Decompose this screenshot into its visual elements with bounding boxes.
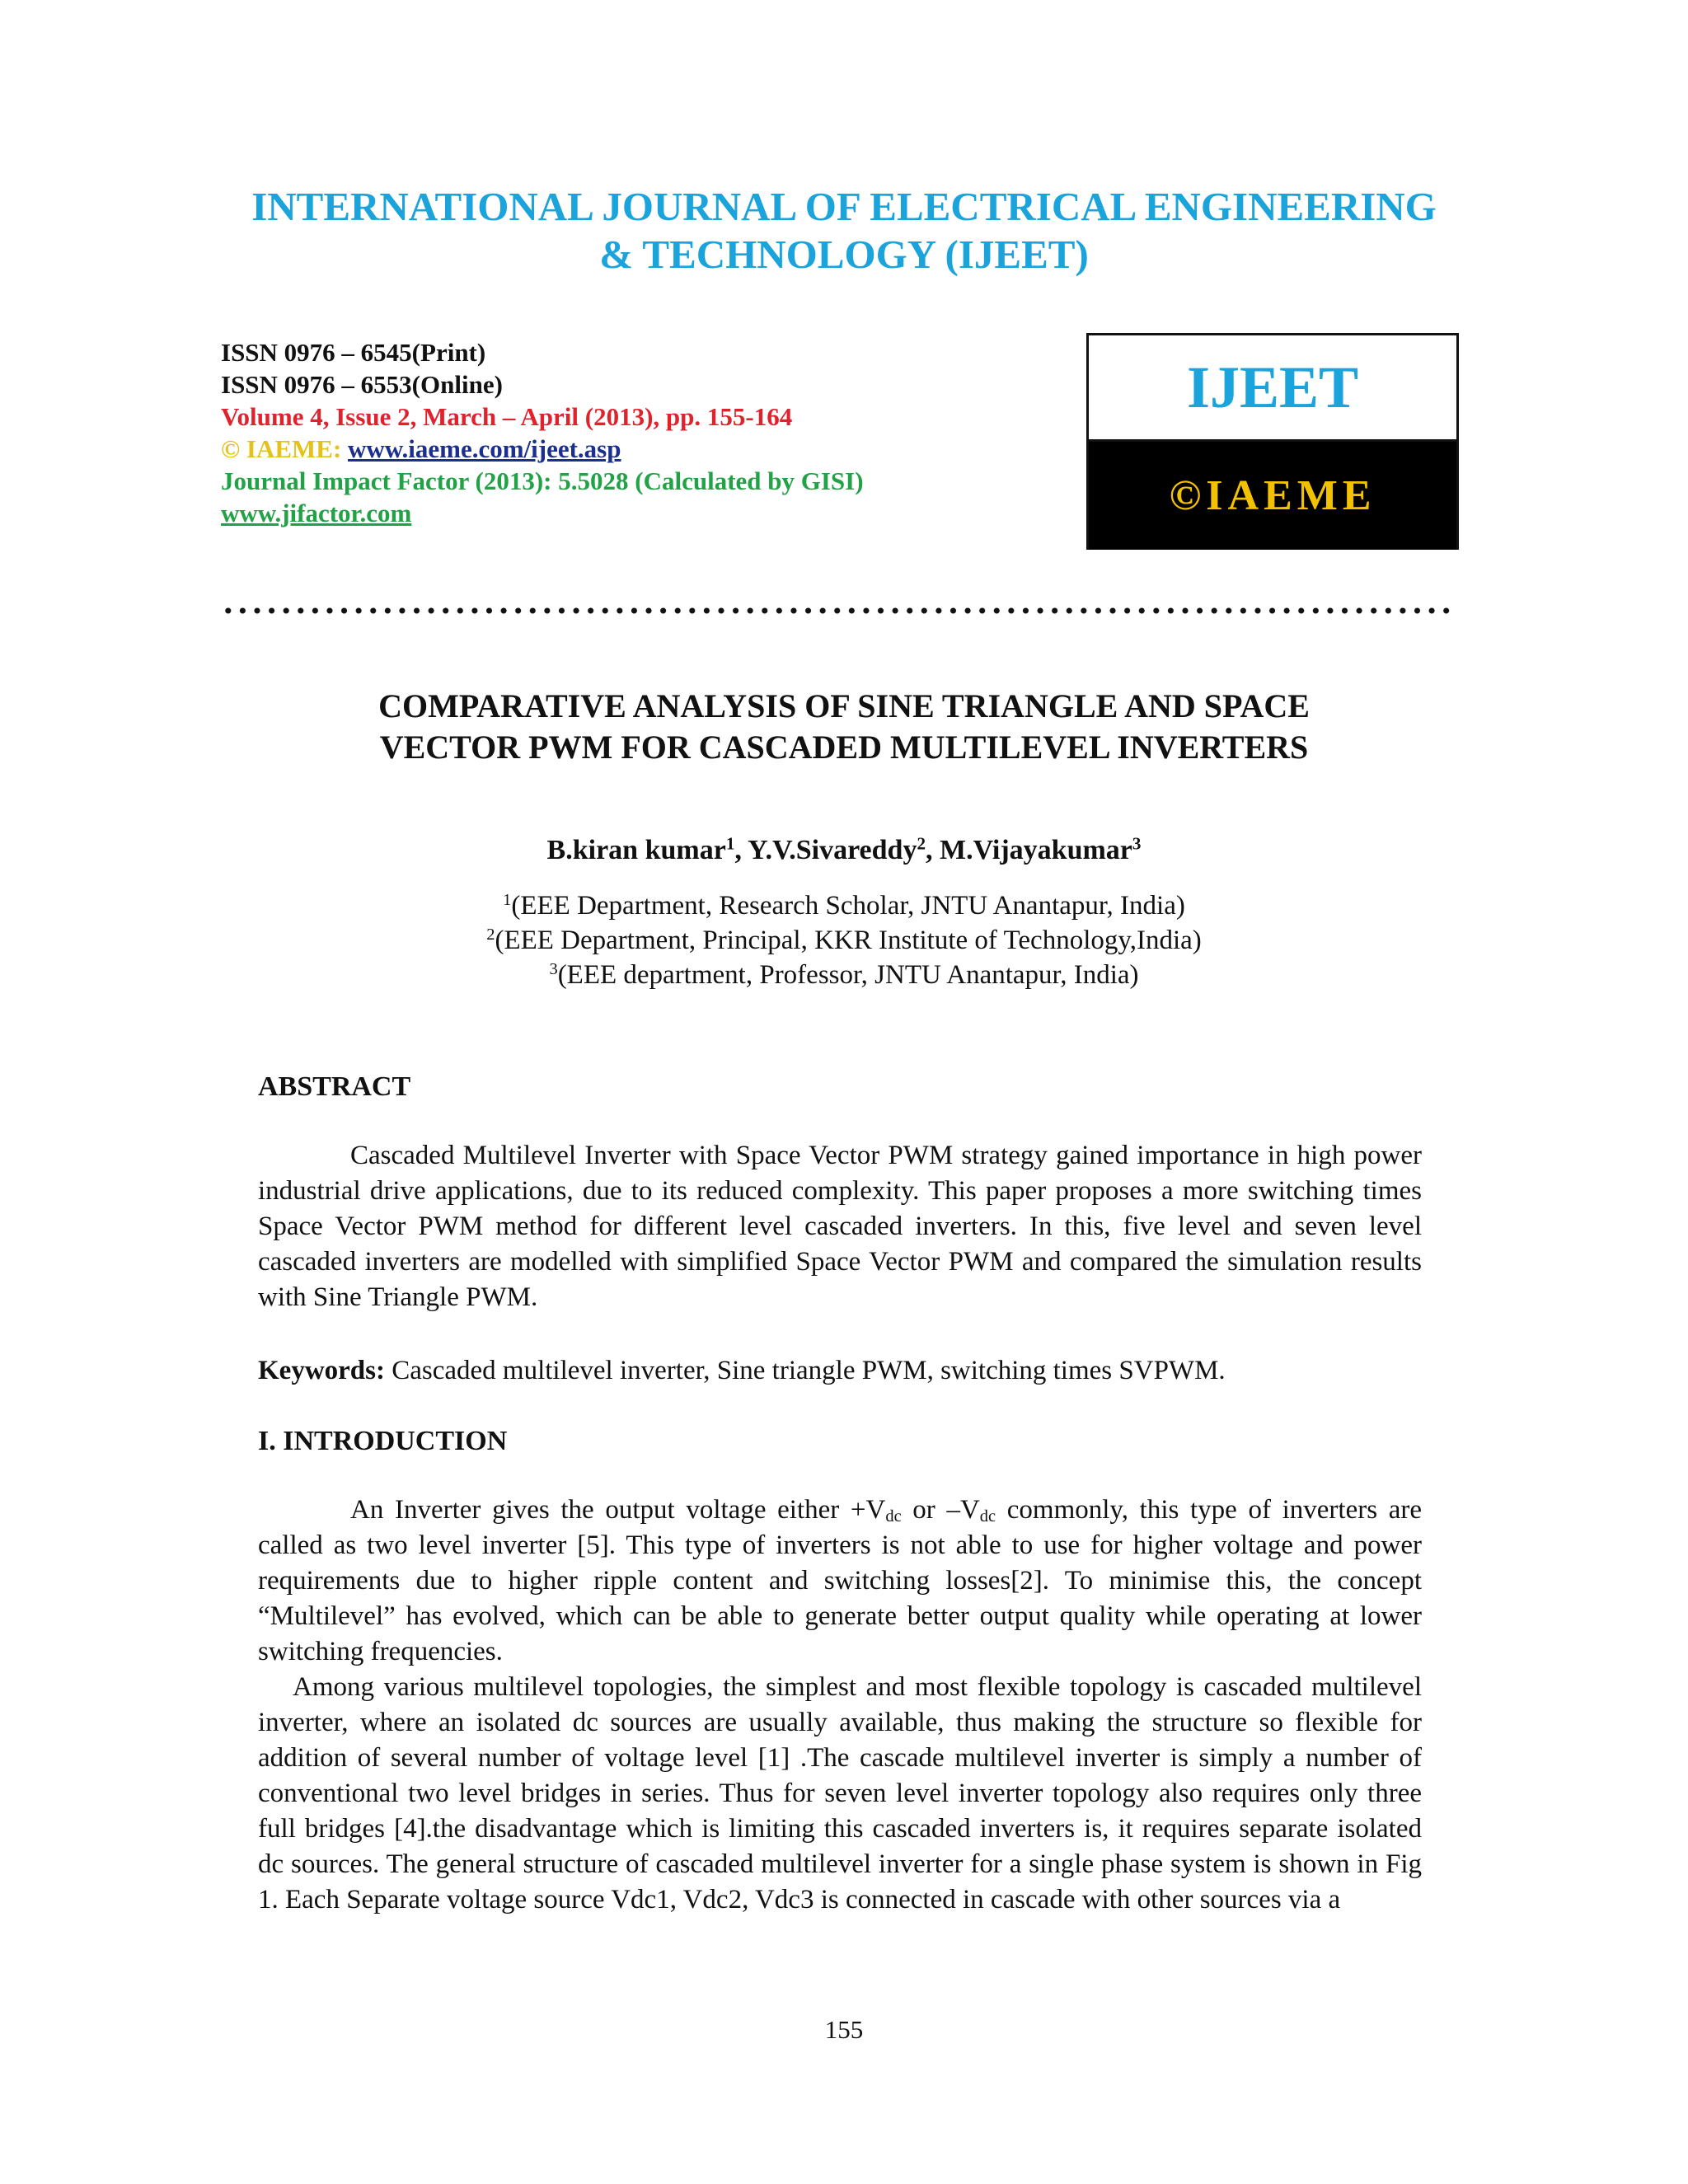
iaeme-link[interactable]: www.iaeme.com/ijeet.asp	[348, 434, 621, 463]
journal-logo	[1086, 333, 1459, 550]
iaeme-line	[221, 433, 864, 465]
abstract-heading: ABSTRACT	[258, 1071, 411, 1102]
intro-p1-part: An Inverter gives the output voltage either +V	[350, 1495, 886, 1525]
logo-ijeet: IJEET	[1089, 335, 1456, 442]
affiliation-list	[0, 888, 1688, 992]
journal-meta	[221, 336, 864, 529]
author-sup: 1	[725, 833, 735, 854]
author-name: B.kiran kumar	[546, 835, 726, 865]
keywords	[258, 1353, 1422, 1389]
subscript-dc: dc	[885, 1507, 902, 1526]
issn-online: ISSN 0976 – 6553(Online)	[221, 370, 503, 399]
intro-p1-part: commonly, this type of inverters are called as two level inverter [5]. This type of inverters is not able to use for higher voltage and power requirements due to higher ripple content and switching losses[2]. To minimise this, the concept “Multilevel” has evolved, which can be able to generate better output quality while operating at lower switching frequencies.	[258, 1495, 1423, 1666]
affiliation-sup: 3	[549, 959, 558, 978]
issn-print: ISSN 0976 – 6545(Print)	[221, 338, 486, 367]
paper-title	[0, 686, 1688, 768]
affiliation-text: (EEE Department, Principal, KKR Institute of Technology,India)	[495, 926, 1202, 955]
journal-title-line1: INTERNATIONAL JOURNAL OF ELECTRICAL ENGINEERING	[251, 184, 1437, 229]
impact-factor: Journal Impact Factor (2013): 5.5028 (Calculated by GISI)	[221, 466, 864, 495]
affiliation	[0, 958, 1688, 992]
introduction-body	[258, 1493, 1422, 1918]
affiliation-sup: 1	[503, 890, 512, 909]
author-name: M.Vijayakumar	[940, 835, 1132, 865]
logo-iaeme: ©IAEME	[1089, 442, 1456, 550]
author-sup: 3	[1132, 833, 1142, 854]
affiliation	[0, 923, 1688, 958]
affiliation	[0, 888, 1688, 923]
keywords-label: Keywords:	[258, 1356, 385, 1385]
affiliation-sup: 2	[486, 925, 495, 944]
page-number: 155	[824, 2015, 864, 2044]
volume-info: Volume 4, Issue 2, March – April (2013), pp. 155-164	[221, 402, 793, 431]
intro-paragraph-1	[258, 1493, 1422, 1670]
journal-title	[0, 183, 1688, 279]
author-sup: 2	[917, 833, 926, 854]
intro-p1-part: or –V	[901, 1495, 980, 1525]
keywords-text: Cascaded multilevel inverter, Sine triangle PWM, switching times SVPWM.	[384, 1356, 1226, 1385]
dotted-divider	[221, 607, 1457, 615]
paper-title-line1: COMPARATIVE ANALYSIS OF SINE TRIANGLE AND SPACE	[378, 687, 1310, 724]
abstract-text: Cascaded Multilevel Inverter with Space Vector PWM strategy gained importance in high power industrial drive applications, due to its reduced complexity. This paper proposes a more switching times Space Vector PWM method for different level cascaded inverters. In this, five level and seven level cascaded inverters are modelled with simplified Space Vector PWM and compared the simulation results with Sine Triangle PWM.	[258, 1141, 1422, 1312]
journal-title-line2: & TECHNOLOGY (IJEET)	[599, 232, 1089, 277]
abstract-body	[258, 1138, 1422, 1315]
iaeme-label: © IAEME:	[221, 434, 349, 463]
subscript-dc: dc	[979, 1507, 996, 1526]
author-name: Y.V.Sivareddy	[748, 835, 917, 865]
introduction-heading: I. INTRODUCTION	[258, 1426, 508, 1456]
affiliation-text: (EEE Department, Research Scholar, JNTU Anantapur, India)	[511, 891, 1185, 921]
jifactor-link[interactable]: www.jifactor.com	[221, 499, 412, 527]
intro-paragraph-2: Among various multilevel topologies, the simplest and most flexible topology is cascaded multilevel inverter, where an isolated dc sources are usually available, thus making the structure so flexible for addition of several number of voltage level [1] .The cascade multilevel inverter is simply a number of conventional two level bridges in series. Thus for seven level inverter topology also requires only three full bridges [4].the disadvantage which is limiting this cascaded inverters is, it requires separate isolated dc sources. The general structure of cascaded multilevel inverter for a single phase system is shown in Fig 1. Each Separate voltage source Vdc1, Vdc2, Vdc3 is connected in cascade with other sources via a	[258, 1672, 1422, 1915]
paper-title-line2: VECTOR PWM FOR CASCADED MULTILEVEL INVERTERS	[379, 729, 1309, 766]
affiliation-text: (EEE department, Professor, JNTU Anantapur, India)	[557, 960, 1139, 990]
author-list: B.kiran kumar$^1$, Y.V.Sivareddy$^2$, M.Vijayakumar$^3$	[546, 833, 1142, 865]
